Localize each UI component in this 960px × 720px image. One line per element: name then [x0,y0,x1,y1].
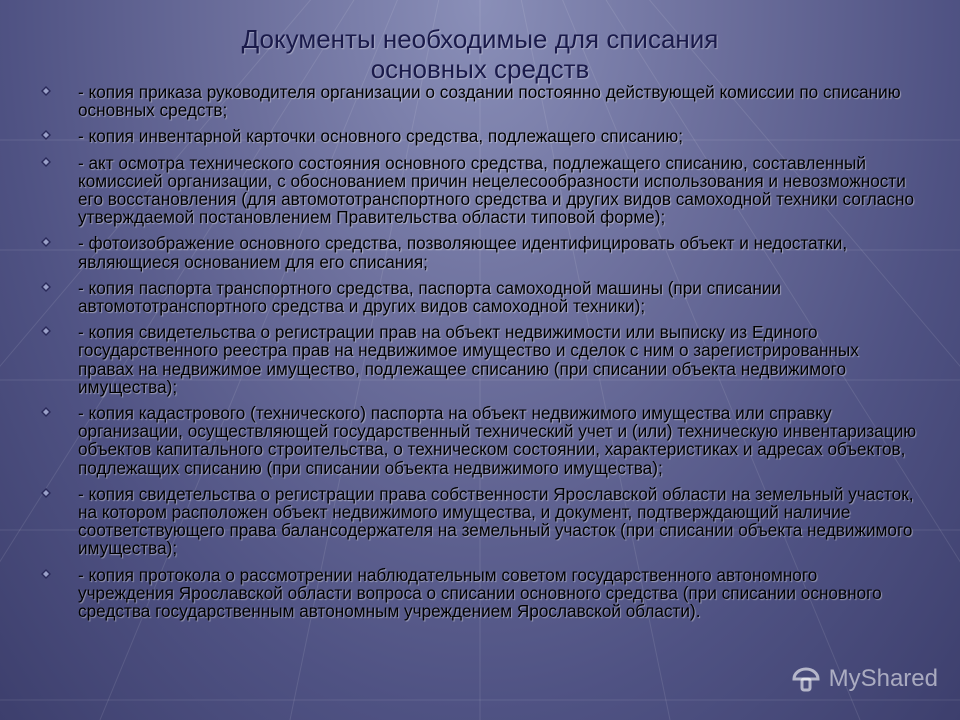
mushroom-logo-icon [791,664,821,694]
title-line-1: Документы необходимые для списания [241,24,719,54]
square-bullet-icon [41,488,51,498]
list-item [38,566,918,621]
watermark-logo [791,664,938,694]
list-item-text: - копия протокола о рассмотрении наблюдательным советом государственного автономного учреждения Ярославской области вопроса о списании основного средства (при списании основного средства государственным автономным учреждением Ярославской области). [78,564,882,622]
list-item-text: - копия приказа руководителя организации о создании постоянно действующей комиссии по списанию основных средств; [78,82,901,121]
list-item-text: - копия паспорта транспортного средства, паспорта самоходной машины (при списании автомототранспортного средства и других видов самоходной техники); [78,277,782,317]
square-bullet-icon [41,407,51,417]
title-line-2: основных средств [370,54,590,84]
list-item-text: - копия кадастрового (технического) паспорта на объект недвижимого имущества или справку организации, осуществляющей государственный технический учет и (или) техническую инвентаризацию объектов капитального строительства, о техническом состоянии, характеристиках и адресах объектов, подлежащих списанию (при списании объекта недвижимого имущества); [78,403,917,478]
list-item-text: - копия инвентарной карточки основного средства, подлежащего списанию; [78,126,684,147]
list-item-text: - акт осмотра технического состояния основного средства, подлежащего списанию, составленный комиссией организации, с обоснованием причин нецелесообразности использования и невозможности его восстановления (для автомототранспортного средства и других видов самоходной техники согласно утверждаемой постановлением Правительства области типовой форме); [78,152,915,228]
list-item [38,485,918,558]
square-bullet-icon [41,86,51,96]
square-bullet-icon [41,569,51,579]
list-item [38,83,918,119]
list-item-text: - копия свидетельства о регистрации права собственности Ярославской области на земельный участок, на котором расположен объект недвижимого имущества, и документ, подтверждающий наличие соответствующего права балансодержателя на земельный участок (при списании объекта недвижимого имущества); [78,483,914,559]
list-item [38,234,918,270]
list-item [38,127,918,145]
list-item-text: - фотоизображение основного средства, позволяющее идентифицировать объект и недостатки, являющиеся основанием для его списания; [78,233,848,272]
list-item [38,154,918,227]
list-item [38,279,918,315]
square-bullet-icon [41,130,51,140]
square-bullet-icon [41,157,51,167]
watermark-text: MyShared [828,665,938,692]
list-item [38,323,918,396]
list-item-text: - копия свидетельства о регистрации прав на объект недвижимости или выписку из Единого государственного реестра прав на недвижимое имущество и сделок с ним о зарегистрированных правах на недвижимое имущество, подлежащее списанию (при списании объекта недвижимого имущества); [78,322,859,397]
square-bullet-icon [41,237,51,247]
square-bullet-icon [41,326,51,336]
square-bullet-icon [41,282,51,292]
document-list [38,83,918,628]
list-item [38,404,918,477]
slide-title [120,24,840,84]
